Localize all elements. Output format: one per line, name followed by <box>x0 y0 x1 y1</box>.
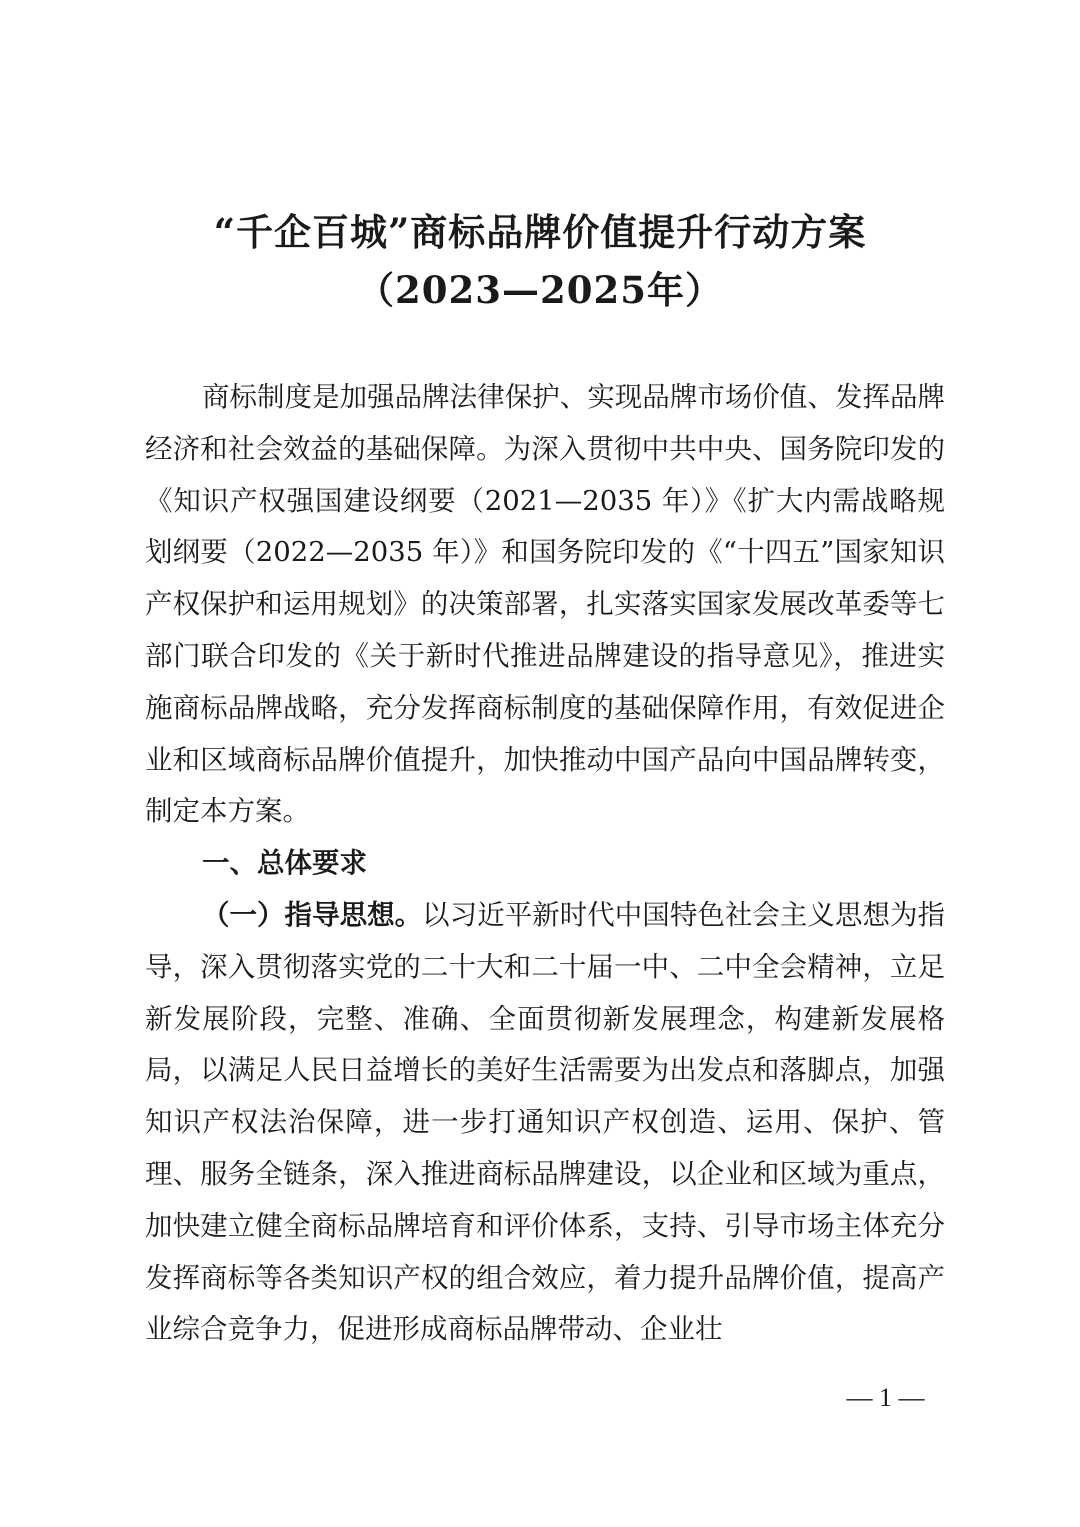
section-heading: 一、总体要求 <box>202 847 367 880</box>
document-body <box>145 372 945 1356</box>
document-title: “千企百城”商标品牌价值提升行动方案 <box>213 210 867 254</box>
document-subtitle-years: （2023—2025年） <box>357 268 723 312</box>
subsection-lead: （一）指导思想。 <box>202 898 423 931</box>
intro-paragraph: 商标制度是加强品牌法律保护、实现品牌市场价值、发挥品牌经济和社会效益的基础保障。为深入贯彻中共中央、国务院印发的《知识产权强国建设纲要（2021—2035 年）》《扩大内需战略规划纲要（2022—2035 年）》和国务院印发的《“十四五”国家知识产权保护和运用规划》的决策部署，扎实落实国家发展改革委等七部门联合印发的《关于新时代推进品牌建设的指导意见》，推进实施商标品牌战略，充分发挥商标制度的基础保障作用，有效促进企业和区域商标品牌价值提升，加快推动中国产品向中国品牌转变，制定本方案。 <box>145 381 945 828</box>
guiding-ideology-paragraph <box>145 890 945 1356</box>
page-number: — 1 — <box>846 1383 925 1412</box>
subsection-text: 以习近平新时代中国特色社会主义思想为指导，深入贯彻落实党的二十大和二十届一中、二中全会精神，立足新发展阶段，完整、准确、全面贯彻新发展理念，构建新发展格局，以满足人民日益增长的美好生活需要为出发点和落脚点，加强知识产权法治保障，进一步打通知识产权创造、运用、保护、管理、服务全链条，深入推进商标品牌建设，以企业和区域为重点，加快建立健全商标品牌培育和评价体系，支持、引导市场主体充分发挥商标等各类知识产权的组合效应，着力提升品牌价值，提高产业综合竞争力，促进形成商标品牌带动、企业壮 <box>145 898 946 1346</box>
